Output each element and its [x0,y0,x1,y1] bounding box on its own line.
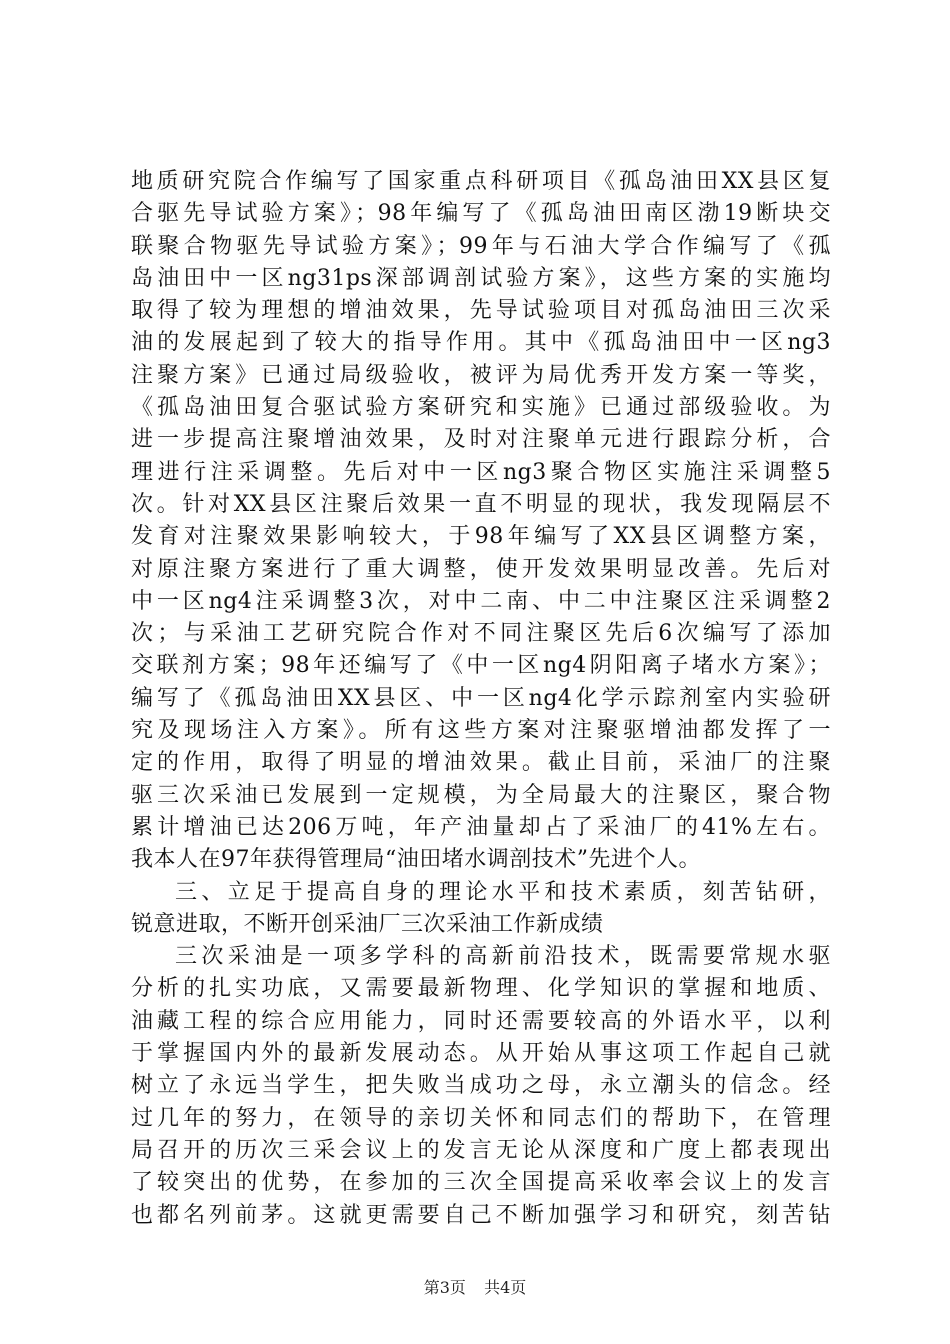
page-total: 共4页 [484,1278,527,1297]
section-heading-line: 三、立足于提高自身的理论水平和技术素质，刻苦钻研， [175,879,831,905]
text-line: 局召开的历次三采会议上的发言无论从深度和广度上都表现出 [131,1137,831,1163]
text-line: 中一区ng4注采调整3次，对中二南、中二中注聚区注采调整2 [131,588,831,614]
text-line: 驱三次采油已发展到一定规模，为全局最大的注聚区，聚合物 [131,782,831,808]
text-line: 究及现场注入方案》。所有这些方案对注聚驱增油都发挥了一 [131,718,831,744]
text-line: 油的发展起到了较大的指导作用。其中《孤岛油田中一区ng3 [131,330,831,356]
text-line: 对原注聚方案进行了重大调整，使开发效果明显改善。先后对 [131,556,831,582]
text-line: 理进行注采调整。先后对中一区ng3聚合物区实施注采调整5 [131,459,831,485]
section-heading-line: 锐意进取，不断开创采油厂三次采油工作新成绩 [131,911,604,937]
text-line: 了较突出的优势，在参加的三次全国提高采收率会议上的发言 [131,1170,831,1196]
text-line: 次；与采油工艺研究院合作对不同注聚区先后6次编写了添加 [131,621,831,647]
text-line: 取得了较为理想的增油效果，先导试验项目对孤岛油田三次采 [131,298,831,324]
text-line: 定的作用，取得了明显的增油效果。截止目前，采油厂的注聚 [131,750,831,776]
text-line: 编写了《孤岛油田XX县区、中一区ng4化学示踪剂室内实验研 [131,685,831,711]
text-line: 合驱先导试验方案》；98年编写了《孤岛油田南区渤19断块交 [131,201,831,227]
page-footer [0,1278,950,1298]
text-line: 累计增油已达206万吨，年产油量却占了采油厂的41%左右。 [131,814,831,840]
text-line: 于掌握国内外的最新发展动态。从开始从事这项工作起自己就 [131,1041,831,1067]
text-line: 联聚合物驱先导试验方案》；99年与石油大学合作编写了《孤 [131,233,831,259]
text-line: 次。针对XX县区注聚后效果一直不明显的现状，我发现隔层不 [131,491,831,517]
text-line: 注聚方案》已通过局级验收，被评为局优秀开发方案一等奖， [131,362,831,388]
text-line: 交联剂方案；98年还编写了《中一区ng4阴阳离子堵水方案》； [131,653,831,679]
text-line: 分析的扎实功底，又需要最新物理、化学知识的掌握和地质、 [131,976,831,1002]
text-line: 树立了永远当学生，把失败当成功之母，永立潮头的信念。经 [131,1073,831,1099]
text-line: 岛油田中一区ng31ps深部调剖试验方案》，这些方案的实施均 [131,265,831,291]
body-text [131,166,831,1232]
text-line: 发育对注聚效果影响较大，于98年编写了XX县区调整方案， [131,524,831,550]
text-line: 《孤岛油田复合驱试验方案研究和实施》已通过部级验收。为 [131,395,831,421]
text-line: 也都名列前茅。这就更需要自己不断加强学习和研究，刻苦钻 [131,1202,831,1228]
text-line: 地质研究院合作编写了国家重点科研项目《孤岛油田XX县区复 [131,169,831,194]
text-line: 我本人在97年获得管理局“油田堵水调剖技术”先进个人。 [131,847,701,873]
page-number: 第3页 [423,1278,466,1297]
text-line: 进一步提高注聚增油效果，及时对注聚单元进行跟踪分析，合 [131,427,831,453]
text-line: 过几年的努力，在领导的亲切关怀和同志们的帮助下，在管理 [131,1105,831,1131]
text-line: 三次采油是一项多学科的高新前沿技术，既需要常规水驱 [175,944,831,970]
text-line: 油藏工程的综合应用能力，同时还需要较高的外语水平，以利 [131,1008,831,1034]
